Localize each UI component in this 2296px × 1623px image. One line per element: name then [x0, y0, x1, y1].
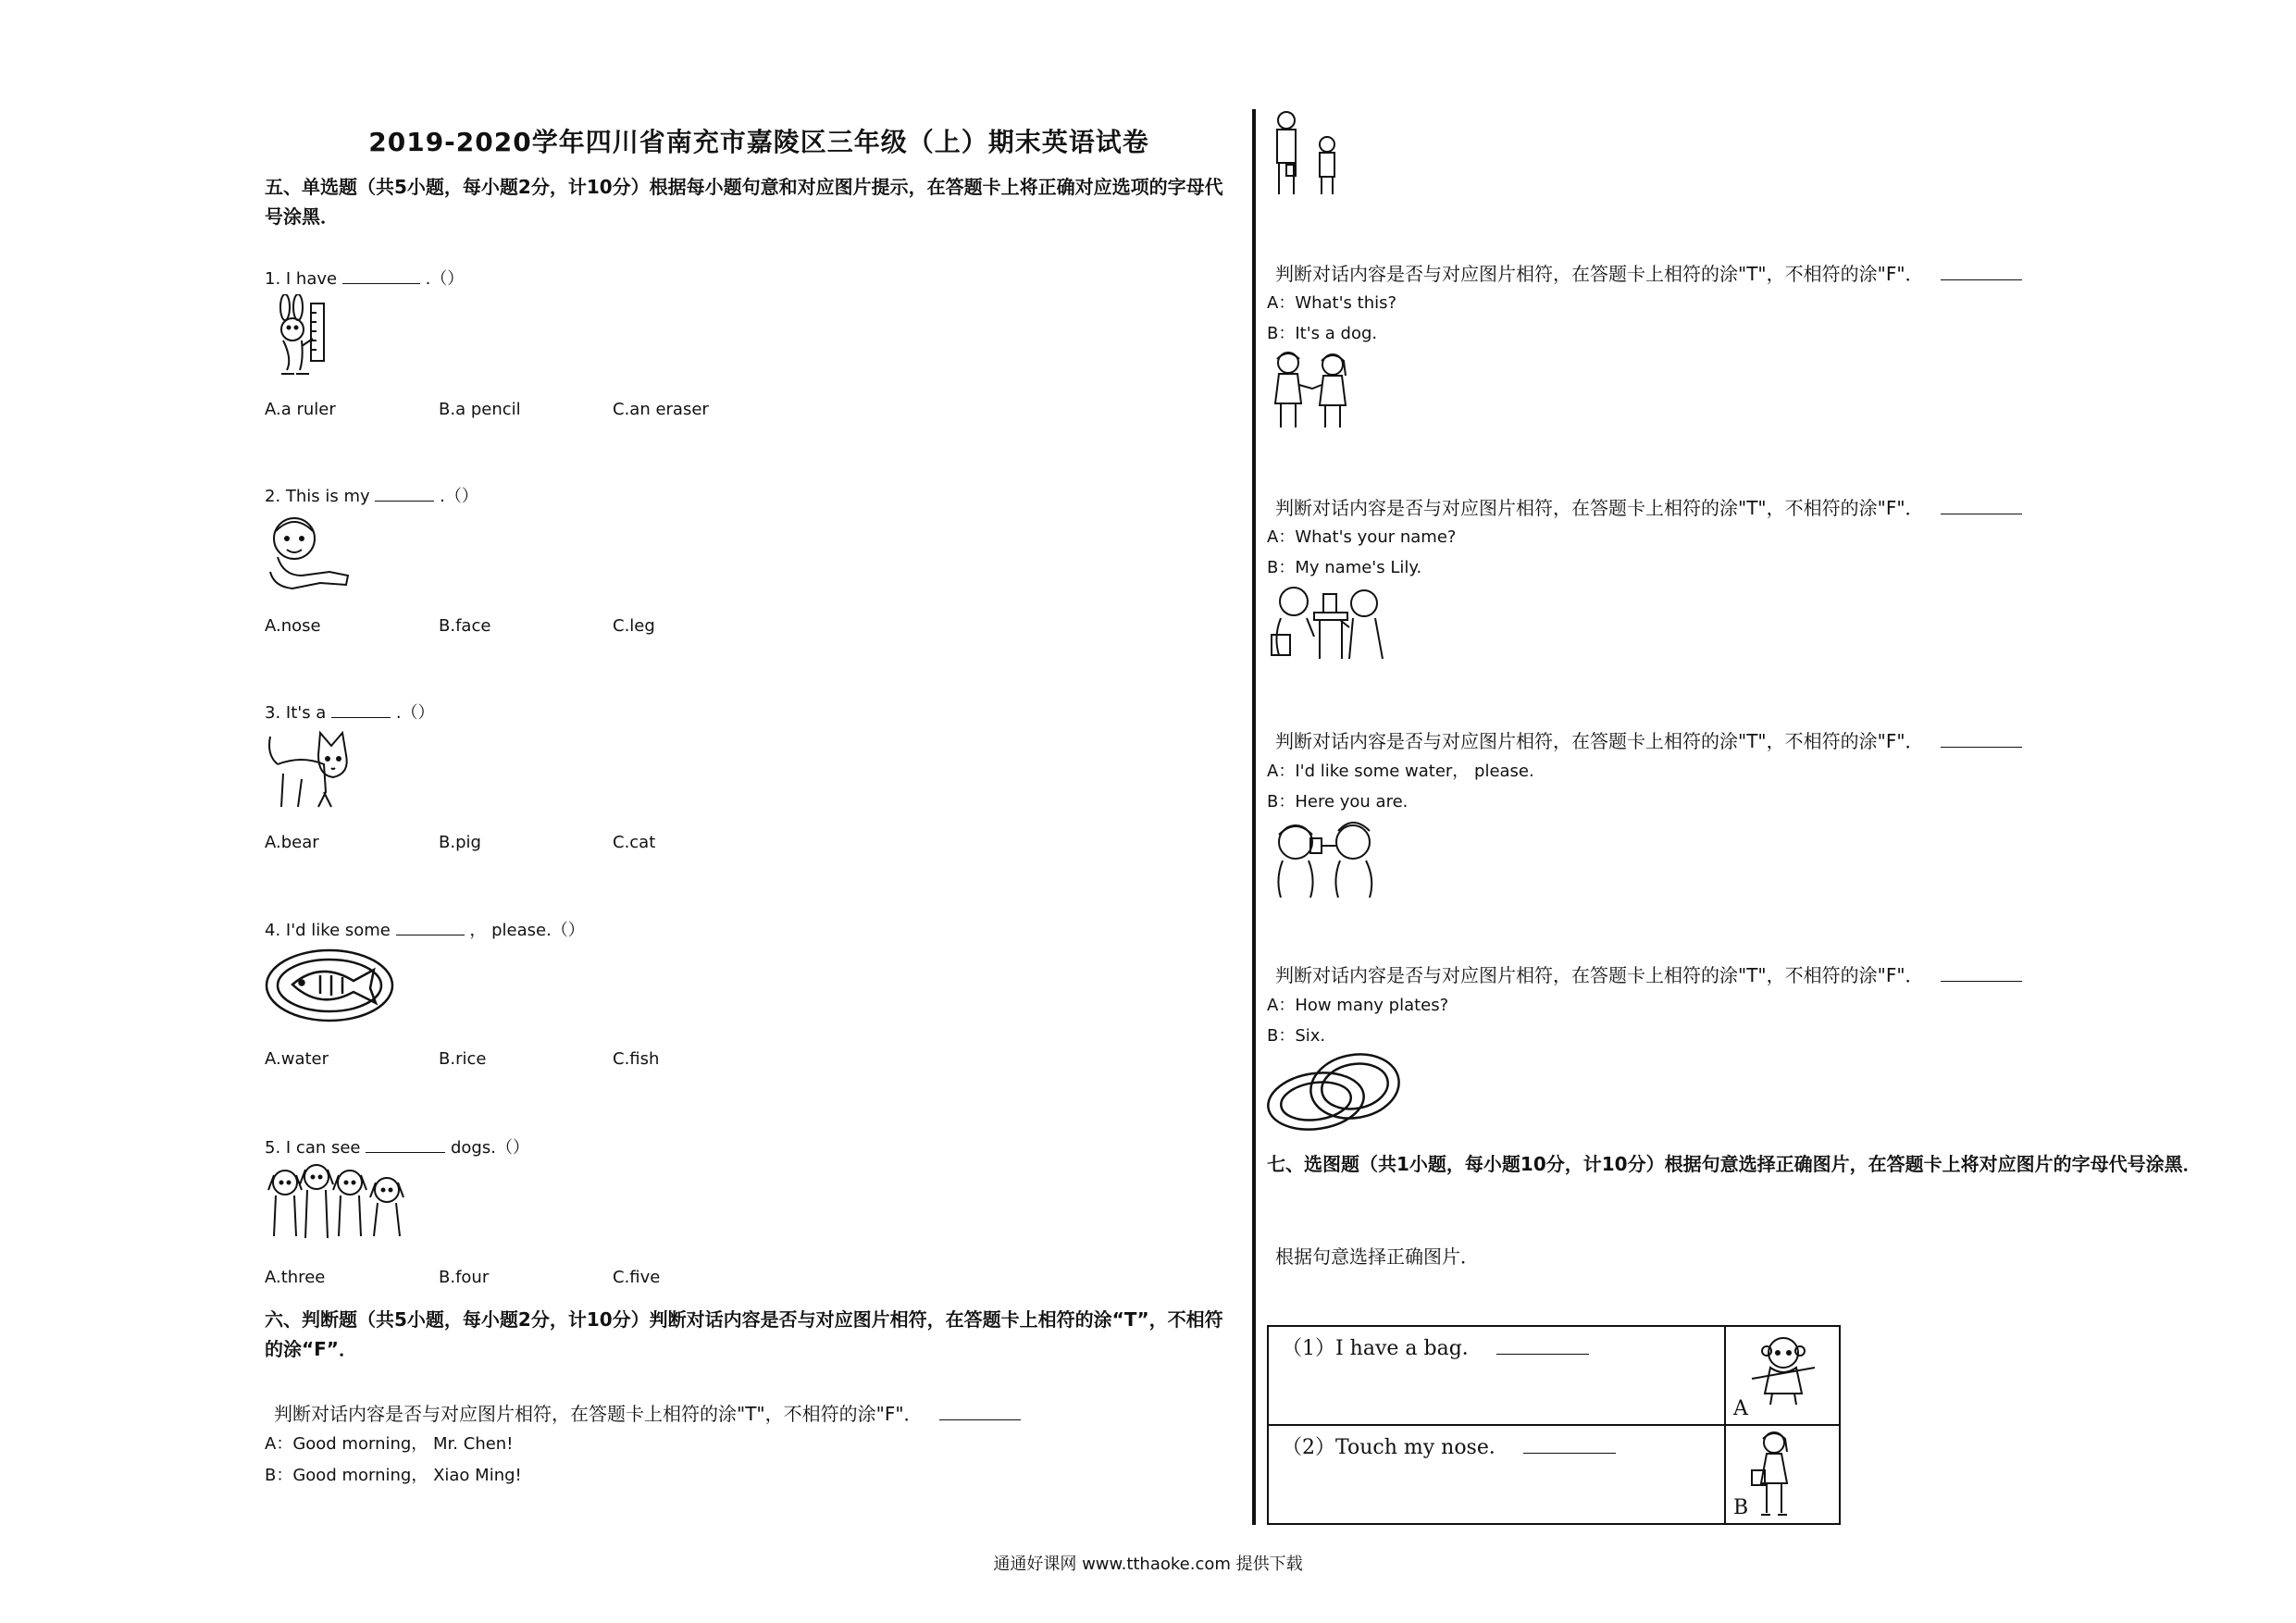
- q4-option-a: A.water: [265, 1049, 329, 1069]
- boys-drinking-icon: [1268, 814, 1384, 899]
- answer-blank: [1941, 497, 2022, 514]
- judge-1-instruction: 判断对话内容是否与对应图片相符，在答题卡上相符的涂"T"，不相符的涂"F"．: [274, 1399, 1021, 1426]
- dogs-icon: [265, 1162, 411, 1242]
- answer-blank: [1941, 263, 2022, 280]
- answer-blank: [1941, 964, 2022, 982]
- q3-option-b: B.pig: [439, 833, 481, 852]
- q4-option-c: C.fish: [613, 1049, 660, 1069]
- answer-blank: [396, 918, 465, 935]
- answer-blank: [939, 1403, 1021, 1420]
- fish-plate-icon: [265, 948, 394, 1023]
- q3-option-a: A.bear: [265, 833, 319, 852]
- q1-option-c: C.an eraser: [613, 400, 709, 419]
- rabbit-ruler-icon: [265, 294, 339, 379]
- q4-option-b: B.rice: [439, 1049, 487, 1069]
- q2-option-c: C.leg: [613, 616, 655, 636]
- judge-2-instruction: 判断对话内容是否与对应图片相符，在答题卡上相符的涂"T"，不相符的涂"F"．: [1275, 259, 2022, 286]
- answer-blank: [1523, 1436, 1616, 1454]
- choose-letter-b: B: [1733, 1496, 1749, 1519]
- cat-icon: [265, 727, 361, 812]
- answer-blank: [375, 484, 434, 502]
- answer-blank: [1941, 730, 2022, 748]
- section7-heading: 七、选图题（共1小题，每小题10分，计10分）根据句意选择正确图片，在答题卡上将对应图片的字母代号涂黑．: [1267, 1153, 2202, 1175]
- judge-1-line-a: A：Good morning， Mr. Chen!: [265, 1434, 514, 1454]
- choose-row-2-text: （2）Touch my nose．: [1268, 1425, 1725, 1524]
- judge-5-line-a: A：How many plates?: [1267, 996, 1449, 1015]
- answer-blank: [331, 700, 391, 718]
- two-girls-icon: [1268, 348, 1357, 431]
- judge-3-line-a: A：What's your name?: [1267, 527, 1457, 547]
- judge-5-instruction: 判断对话内容是否与对应图片相符，在答题卡上相符的涂"T"，不相符的涂"F"．: [1275, 960, 2022, 987]
- choose-row-1-text: （1）I have a bag．: [1268, 1326, 1725, 1425]
- choose-picture-table: [1267, 1325, 1841, 1525]
- question-4: 4. I'd like some ， please.（）: [265, 917, 585, 941]
- choose-row-1-picture: [1725, 1326, 1840, 1425]
- answer-blank: [366, 1135, 445, 1153]
- judge-1-line-b: B：Good morning， Xiao Ming!: [265, 1466, 522, 1485]
- page-title: 2019-2020学年四川省南充市嘉陵区三年级（上）期末英语试卷: [368, 127, 1149, 157]
- q5-option-b: B.four: [439, 1268, 490, 1287]
- children-table-icon: [1268, 581, 1390, 663]
- question-2: 2. This is my .（）: [265, 483, 478, 507]
- question-3: 3. It's a .（）: [265, 700, 435, 724]
- section7-instruction: 根据句意选择正确图片．: [1275, 1245, 1479, 1268]
- judge-3-line-b: B：My name's Lily.: [1267, 558, 1422, 577]
- judge-4-line-a: A：I'd like some water， please.: [1267, 762, 1534, 781]
- q2-option-b: B.face: [439, 616, 491, 636]
- face-icon: [265, 511, 357, 592]
- section5-heading: 五、单选题（共5小题，每小题2分，计10分）根据每小题句意和对应图片提示，在答题卡上将正确对应选项的字母代号涂黑．: [265, 176, 1223, 228]
- question-1: 1. I have .（）: [265, 266, 464, 290]
- plates-icon: [1264, 1049, 1405, 1134]
- q1-option-b: B.a pencil: [439, 400, 521, 419]
- judge-2-line-b: B：It's a dog.: [1267, 324, 1378, 343]
- judge-2-line-a: A：What's this?: [1267, 293, 1397, 313]
- page-footer: 通通好课网 www.tthaoke.com 提供下载: [993, 1555, 1303, 1574]
- q2-option-a: A.nose: [265, 616, 321, 636]
- q5-option-a: A.three: [265, 1268, 326, 1287]
- monkey-icon: [1750, 1332, 1817, 1406]
- choose-row-2-picture: [1725, 1425, 1840, 1524]
- column-divider: [1252, 109, 1256, 1525]
- girl-bag-icon: [1748, 1430, 1796, 1518]
- choose-letter-a: A: [1733, 1397, 1748, 1420]
- judge-4-instruction: 判断对话内容是否与对应图片相符，在答题卡上相符的涂"T"，不相符的涂"F"．: [1275, 726, 2022, 753]
- judge-3-instruction: 判断对话内容是否与对应图片相符，在答题卡上相符的涂"T"，不相符的涂"F"．: [1275, 493, 2022, 520]
- section6-heading: 六、判断题（共5小题，每小题2分，计10分）判断对话内容是否与对应图片相符，在答题卡上相符的涂“T”，不相符的涂“F”．: [265, 1308, 1223, 1360]
- q1-option-a: A.a ruler: [265, 400, 336, 419]
- answer-blank: [1496, 1337, 1589, 1355]
- q5-option-c: C.five: [613, 1268, 661, 1287]
- teacher-student-icon: [1268, 109, 1351, 198]
- judge-5-line-b: B：Six.: [1267, 1026, 1326, 1046]
- q3-option-c: C.cat: [613, 833, 656, 852]
- question-5: 5. I can see dogs.（）: [265, 1134, 529, 1158]
- answer-blank: [342, 266, 420, 284]
- judge-4-line-b: B：Here you are.: [1267, 792, 1409, 812]
